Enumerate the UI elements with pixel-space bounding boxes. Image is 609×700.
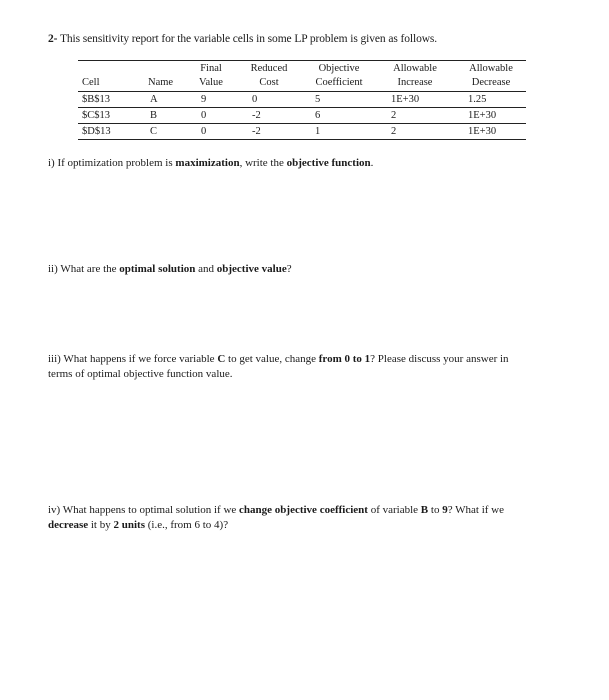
- question-i-bold-1: maximization: [175, 157, 240, 169]
- col-final-value-header-line1: Final: [200, 63, 222, 74]
- table-row-3-allowable-decrease: 1E+30: [468, 126, 497, 137]
- table-row-3-name: C: [150, 126, 158, 137]
- table-row-1-objective-coefficient: 5: [315, 94, 321, 105]
- question-ii: [48, 262, 578, 277]
- table-row-1-name: A: [150, 94, 158, 105]
- question-iii-bold-1: C: [217, 353, 226, 365]
- table-row-1-allowable-decrease: 1.25: [468, 94, 487, 105]
- table-row-1-allowable-increase: 1E+30: [391, 94, 420, 105]
- question-ii-bold-2: objective value: [216, 263, 287, 275]
- table-row-2-name: B: [150, 110, 158, 121]
- question-iii-bold-2: from 0 to 1: [318, 353, 371, 365]
- table-row-1-final-value: 9: [201, 94, 207, 105]
- table-row-1-reduced-cost: 0: [252, 94, 258, 105]
- table-row-1-rule: [78, 107, 526, 108]
- question-iv-bold-1: change objective coefficient: [239, 504, 368, 516]
- table-row-3-reduced-cost: -2: [252, 126, 261, 137]
- table-row-1-cell: $B$13: [82, 94, 111, 105]
- question-i-text-2: , write the: [239, 157, 287, 169]
- question-iv-bold-3: 9: [442, 504, 448, 516]
- question-heading: [48, 33, 437, 45]
- question-iv: [48, 503, 578, 533]
- table-row-2-reduced-cost: -2: [252, 110, 261, 121]
- question-iv-line-1: [48, 503, 578, 518]
- col-allowable-decrease-header-line2: Decrease: [471, 77, 511, 88]
- question-ii-text-3: ?: [286, 263, 292, 275]
- question-heading-text: This sensitivity report for the variable cells in some LP problem is given as follows.: [59, 33, 438, 45]
- col-name-header: Name: [148, 77, 174, 88]
- table-row-2-rule: [78, 123, 526, 124]
- question-ii-text-2: and: [195, 263, 217, 275]
- col-cell-header: Cell: [82, 77, 100, 88]
- table-row-2-cell: $C$13: [82, 110, 111, 121]
- table-row-2-final-value: 0: [201, 110, 207, 121]
- question-iv-line-2: [48, 518, 578, 533]
- col-allowable-increase-header-line1: Allowable: [393, 63, 437, 74]
- question-number: 2-: [48, 33, 58, 45]
- question-iv-text-1: iv) What happens to optimal solution if we: [48, 504, 240, 516]
- table-row-3-cell: $D$13: [82, 126, 111, 137]
- question-iii-text-1: iii) What happens if we force variable: [48, 353, 218, 365]
- col-reduced-cost-header-line2: Cost: [259, 77, 279, 88]
- col-objective-coefficient-header-line1: Objective: [318, 63, 360, 74]
- question-iv-bold-4: decrease: [48, 519, 89, 531]
- question-iv-text-6: (i.e., from 6 to 4)?: [145, 519, 229, 531]
- question-iv-text-4: ? What if we: [447, 504, 505, 516]
- question-iii-text-3: ? Please discuss your answer in: [370, 353, 509, 365]
- table-top-rule: [78, 60, 526, 61]
- table-row-3-allowable-increase: 2: [391, 126, 397, 137]
- question-iv-text-2: of variable: [367, 504, 421, 516]
- col-objective-coefficient-header-line2: Coefficient: [315, 77, 363, 88]
- table-row-3-final-value: 0: [201, 126, 207, 137]
- table-row-2-allowable-decrease: 1E+30: [468, 110, 497, 121]
- table-row-3-objective-coefficient: 1: [315, 126, 321, 137]
- question-iv-text-5: it by: [88, 519, 114, 531]
- table-header-rule: [78, 91, 526, 92]
- question-iv-text-3: to: [428, 504, 443, 516]
- question-i-bold-2: objective function: [286, 157, 371, 169]
- question-ii-bold-1: optimal solution: [119, 263, 196, 275]
- question-ii-text-1: ii) What are the: [48, 263, 120, 275]
- question-i-text-1: i) If optimization problem is: [48, 157, 176, 169]
- col-allowable-increase-header-line2: Increase: [397, 77, 433, 88]
- question-i-text-3: .: [370, 157, 374, 169]
- table-row-2-objective-coefficient: 6: [315, 110, 321, 121]
- col-allowable-decrease-header-line1: Allowable: [469, 63, 513, 74]
- col-reduced-cost-header-line1: Reduced: [250, 63, 288, 74]
- table-bottom-rule: [78, 139, 526, 140]
- question-iii-text-2: to get value, change: [225, 353, 319, 365]
- question-i: [48, 156, 578, 171]
- col-final-value-header-line2: Value: [199, 77, 223, 88]
- question-iv-bold-2: B: [420, 504, 429, 516]
- question-iii-line-1: [48, 352, 578, 367]
- question-iii-line-2: terms of optimal objective function value.: [48, 368, 233, 380]
- question-iv-bold-5: 2 units: [113, 519, 145, 531]
- table-row-2-allowable-increase: 2: [391, 110, 397, 121]
- question-iii: [48, 352, 578, 382]
